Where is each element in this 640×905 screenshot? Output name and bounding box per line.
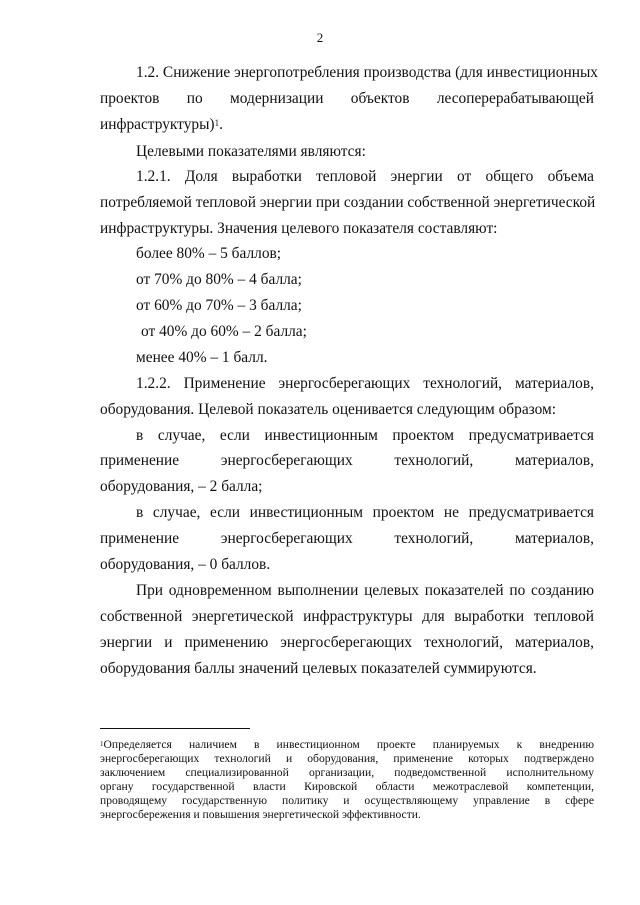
summary-line-3: энергии и применению энергосберегающих технологий, материалов, <box>100 634 594 651</box>
item-122-line-1: 1.2.2. Применение энергосберегающих технологий, материалов, <box>136 375 594 392</box>
footnote-line-4: органу государственной власти Кировской области межотраслевой компетенции, <box>100 780 594 793</box>
footnote-line-2: энергосберегающих технологий и оборудования, применение которых подтверждено <box>100 752 594 765</box>
section-title-end: . <box>219 116 223 133</box>
item-121-line-1: 1.2.1. Доля выработки тепловой энергии от общего объема <box>136 168 594 185</box>
footnote-line-6: энергосбережения и повышения энергетической эффективности. <box>100 808 421 821</box>
footnote-marker: 1 <box>100 740 104 748</box>
item-122-line-2: оборудования. Целевой показатель оценивается следующим образом: <box>100 401 557 418</box>
score-item-2: от 70% до 80% – 4 балла; <box>136 271 302 288</box>
section-title-line-1: 1.2. Снижение энергопотребления производства (для инвестиционных <box>136 64 598 81</box>
section-title-line-3 <box>100 116 594 134</box>
case-1-line-1: в случае, если инвестиционным проектом предусматривается <box>136 427 594 444</box>
summary-line-2: собственной энергетической инфраструктуры для выработки тепловой <box>100 608 594 625</box>
summary-line-1: При одновременном выполнении целевых показателей по созданию <box>136 582 594 599</box>
page-number: 2 <box>316 30 324 45</box>
case-1-line-2: применение энергосберегающих технологий, материалов, <box>100 452 594 469</box>
footnote-line-3: заключением специализированной организации, подведомственной исполнительному <box>100 766 594 779</box>
section-title-line-2: проектов по модернизации объектов лесоперерабатывающей <box>100 90 594 107</box>
targets-intro: Целевыми показателями являются: <box>136 143 366 160</box>
footnote-line-5: проводящему государственную политику и осуществляющему управление в сфере <box>100 794 594 807</box>
case-1-line-3: оборудования, – 2 балла; <box>100 478 263 495</box>
score-item-5: менее 40% – 1 балл. <box>136 349 268 366</box>
summary-line-4: оборудования баллы значений целевых показателей суммируются. <box>100 660 537 677</box>
score-item-4: от 40% до 60% – 2 балла; <box>141 323 307 340</box>
section-title-text: инфраструктуры) <box>100 116 215 133</box>
footnote-reference[interactable]: 1 <box>214 118 220 128</box>
item-121-line-3: инфраструктуры. Значения целевого показателя составляют: <box>100 220 498 237</box>
score-item-3: от 60% до 70% – 3 балла; <box>136 297 302 314</box>
item-121-line-2: потребляемой тепловой энергии при создании собственной энергетической <box>100 194 596 211</box>
case-2-line-2: применение энергосберегающих технологий, материалов, <box>100 530 594 547</box>
case-2-line-1: в случае, если инвестиционным проектом не предусматривается <box>136 504 594 521</box>
footnote-line-1 <box>100 738 594 752</box>
score-item-1: более 80% – 5 баллов; <box>136 245 282 262</box>
case-2-line-3: оборудования, – 0 баллов. <box>100 556 271 573</box>
footnote-separator <box>100 728 250 729</box>
footnote-text-1: Определяется наличием в инвестиционном проекте планируемых к внедрению <box>103 738 594 751</box>
